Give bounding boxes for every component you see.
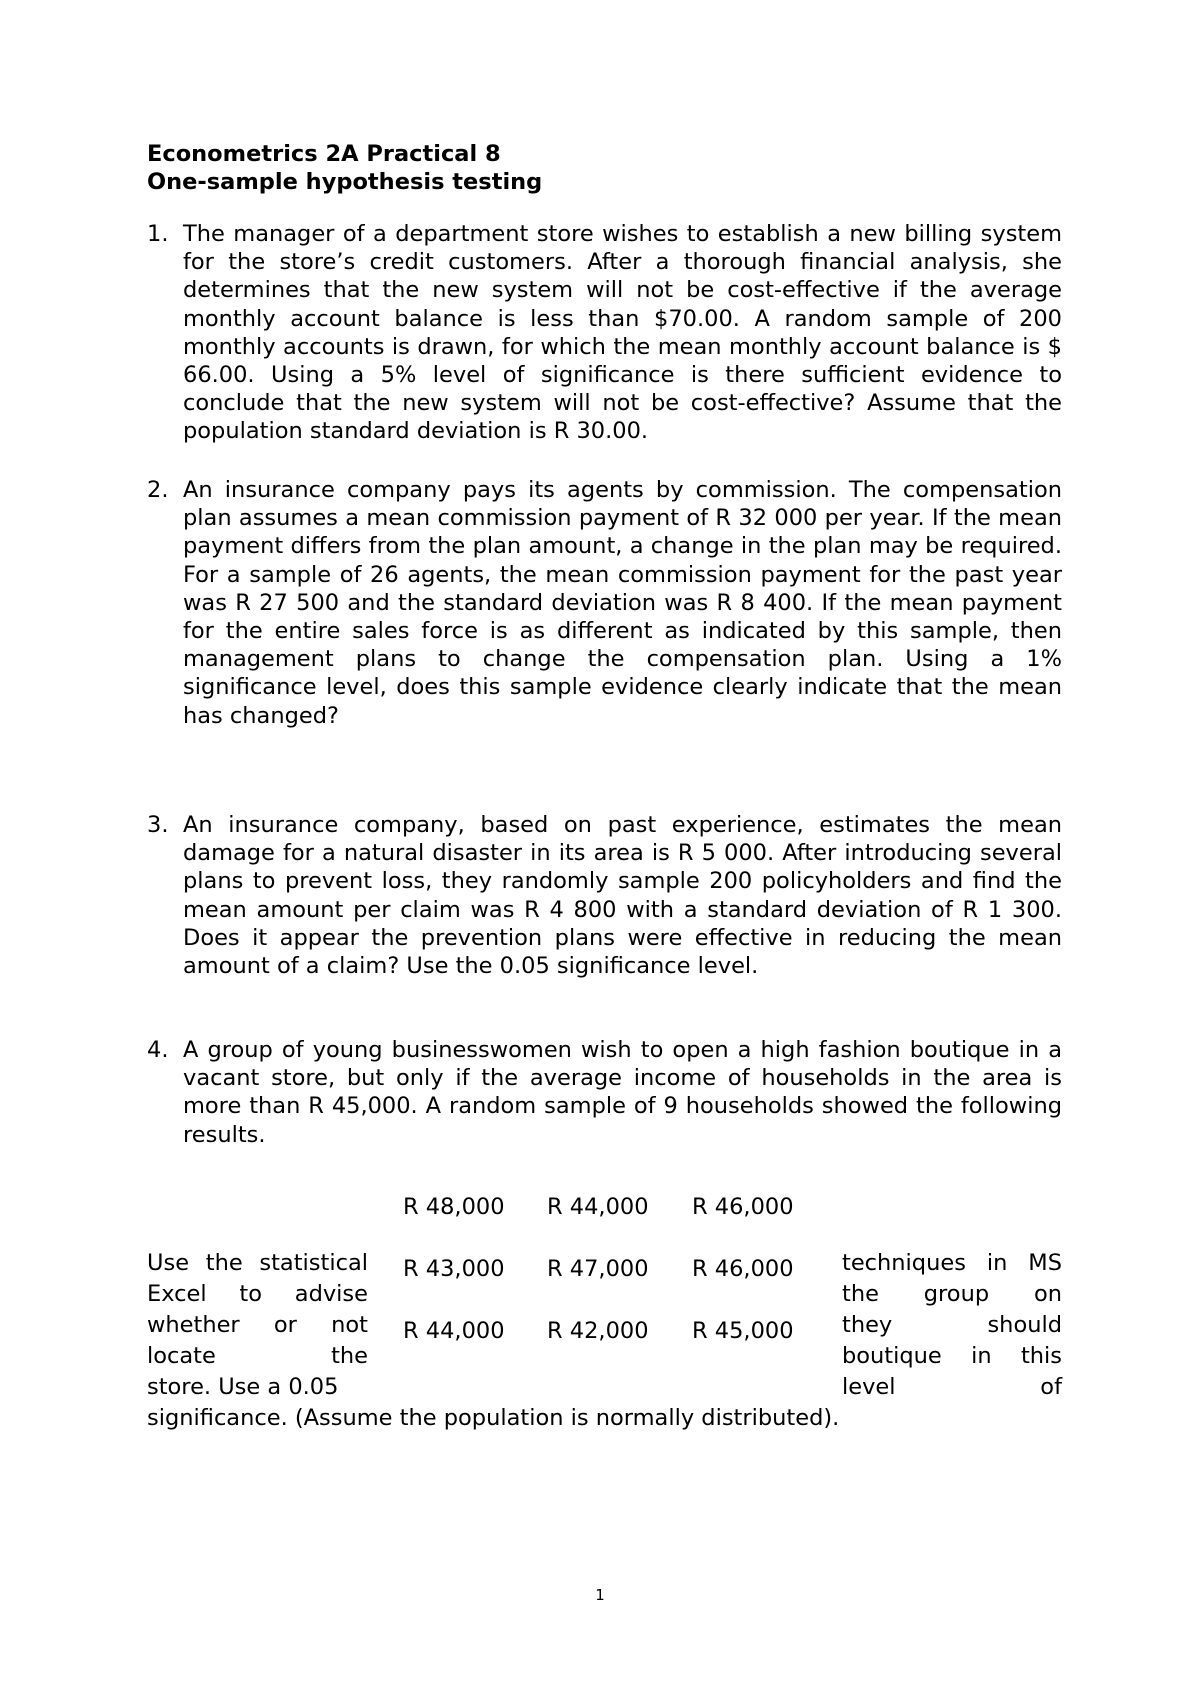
question-number: 2. bbox=[147, 477, 169, 503]
wrap-line: level of bbox=[842, 1374, 1062, 1400]
table-cell: R 44,000 bbox=[403, 1318, 505, 1344]
closing-line: significance. (Assume the population is normally distributed). bbox=[147, 1405, 840, 1431]
question-text: The manager of a department store wishes to establish a new billing system for the store’s credit customers. After a thorough financial analysis, she determines that the new system will not be cost-effective if the average monthly account balance is less than $70.00. A random sample of 200 monthly accounts is drawn, for which the mean monthly account balance is $ 66.00. Using a 5% level of significance is there sufficient evidence to conclude that the new system will not be cost-effective? Assume that the population standard deviation is R 30.00. bbox=[183, 221, 1062, 445]
question-number: 4. bbox=[147, 1037, 169, 1063]
wrap-line: locate the bbox=[147, 1343, 368, 1369]
table-cell: R 43,000 bbox=[403, 1256, 505, 1282]
wrap-line: the group on bbox=[842, 1281, 1062, 1307]
page-number: 1 bbox=[595, 1586, 605, 1604]
wrap-line: they should bbox=[842, 1312, 1062, 1338]
wrap-line: boutique in this bbox=[842, 1343, 1062, 1369]
question-number: 1. bbox=[147, 221, 169, 247]
document-title: Econometrics 2A Practical 8 bbox=[147, 141, 501, 167]
table-cell: R 42,000 bbox=[547, 1318, 649, 1344]
question-1 bbox=[147, 220, 1062, 446]
wrap-line: Use the statistical bbox=[147, 1250, 368, 1276]
question-number: 3. bbox=[147, 812, 169, 838]
table-cell: R 48,000 bbox=[403, 1194, 505, 1220]
wrap-line: whether or not bbox=[147, 1312, 368, 1338]
table-cell: R 47,000 bbox=[547, 1256, 649, 1282]
table-cell: R 46,000 bbox=[692, 1194, 794, 1220]
document-subtitle: One-sample hypothesis testing bbox=[147, 169, 543, 195]
question-text: A group of young businesswomen wish to open a high fashion boutique in a vacant store, but only if the average income of households in the area is more than R 45,000. A random sample of 9 households showed the following results. bbox=[183, 1037, 1062, 1148]
question-4 bbox=[147, 1036, 1062, 1149]
table-cell: R 46,000 bbox=[692, 1256, 794, 1282]
question-text: An insurance company pays its agents by commission. The compensation plan assumes a mean commission payment of R 32 000 per year. If the mean payment differs from the plan amount, a change in the plan may be required. For a sample of 26 agents, the mean commission payment for the past year was R 27 500 and the standard deviation was R 8 400. If the mean payment for the entire sales force is as different as indicated by this sample, then management plans to change the compensation plan. Using a 1% significance level, does this sample evidence clearly indicate that the mean has changed? bbox=[183, 477, 1062, 729]
table-cell: R 45,000 bbox=[692, 1318, 794, 1344]
table-cell: R 44,000 bbox=[547, 1194, 649, 1220]
question-2 bbox=[147, 476, 1062, 730]
wrap-line: techniques in MS bbox=[842, 1250, 1062, 1276]
wrap-line: Excel to advise bbox=[147, 1281, 368, 1307]
wrap-line: store. Use a 0.05 bbox=[147, 1374, 339, 1400]
question-text: An insurance company, based on past experience, estimates the mean damage for a natural disaster in its area is R 5 000. After introducing several plans to prevent loss, they randomly sample 200 policyholders and find the mean amount per claim was R 4 800 with a standard deviation of R 1 300. Does it appear the prevention plans were effective in reducing the mean amount of a claim? Use the 0.05 significance level. bbox=[183, 812, 1062, 980]
question-3 bbox=[147, 811, 1062, 980]
